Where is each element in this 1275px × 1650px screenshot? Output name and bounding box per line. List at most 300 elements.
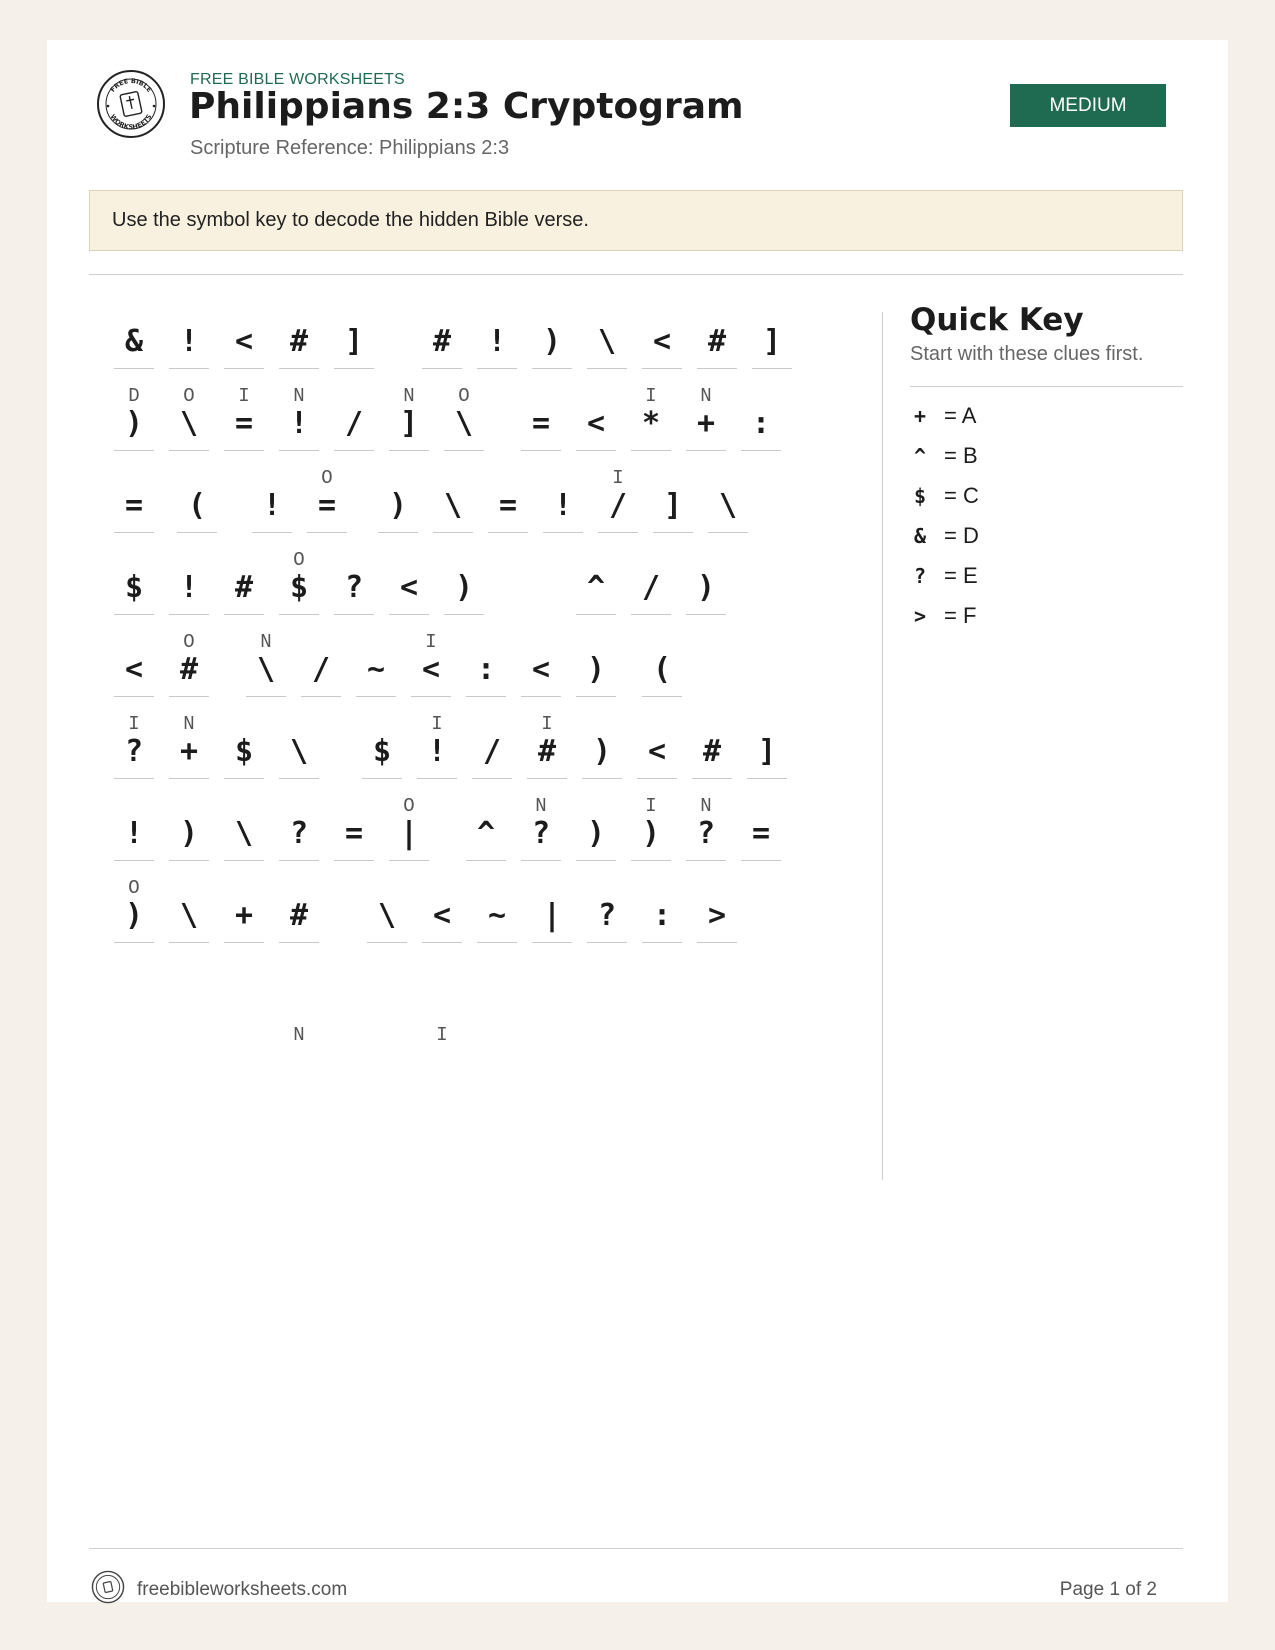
cipher-cell[interactable]: [686, 384, 726, 470]
cipher-cell[interactable]: [114, 466, 154, 552]
header-divider: [89, 274, 1183, 275]
cipher-cell[interactable]: [631, 548, 671, 634]
cipher-cell[interactable]: [334, 384, 374, 470]
cipher-cell[interactable]: [642, 302, 682, 388]
revealed-letter: [477, 303, 517, 325]
cipher-cell[interactable]: [686, 794, 726, 880]
revealed-letter: O: [321, 467, 333, 489]
cipher-cell[interactable]: [169, 630, 209, 716]
answer-line: [477, 942, 517, 943]
answer-line: [114, 696, 154, 697]
cipher-cell[interactable]: [642, 630, 682, 716]
cipher-symbol: !: [289, 406, 309, 441]
cipher-symbol: \: [234, 816, 254, 851]
cipher-symbol: !: [179, 324, 199, 359]
answer-line: [521, 696, 561, 697]
quick-key-symbol: >: [913, 604, 927, 628]
cipher-cell[interactable]: [692, 712, 732, 798]
quick-key-item: [910, 520, 1180, 560]
cipher-cell[interactable]: [389, 794, 429, 880]
cipher-cell[interactable]: [334, 548, 374, 634]
cipher-cell[interactable]: [356, 630, 396, 716]
cipher-symbol: #: [537, 734, 557, 769]
answer-line: [576, 614, 616, 615]
answer-line: [532, 368, 572, 369]
revealed-letter: [114, 795, 154, 817]
cipher-symbol: ?: [344, 570, 364, 605]
answer-line: [477, 368, 517, 369]
revealed-letter: [279, 303, 319, 325]
cipher-symbol: !: [262, 488, 282, 523]
cipher-cell[interactable]: [477, 302, 517, 388]
revealed-letter: [697, 303, 737, 325]
answer-line: [169, 778, 209, 779]
cipher-cell[interactable]: [224, 712, 264, 798]
revealed-letter: [177, 467, 217, 489]
cipher-cell[interactable]: [169, 794, 209, 880]
answer-line: [356, 696, 396, 697]
revealed-letter: N: [293, 1024, 305, 1046]
cipher-cell[interactable]: [576, 794, 616, 880]
cipher-symbol: #: [289, 324, 309, 359]
puzzle-row: [114, 794, 874, 880]
cipher-symbol: \: [256, 652, 276, 687]
answer-line: [389, 450, 429, 451]
cipher-symbol: /: [641, 570, 661, 605]
puzzle-row: [114, 712, 874, 798]
cipher-cell[interactable]: [521, 384, 561, 470]
cipher-cell[interactable]: [279, 794, 319, 880]
cipher-symbol: ?: [597, 898, 617, 933]
cipher-symbol: ): [592, 734, 612, 769]
cipher-symbol: <: [234, 324, 254, 359]
cipher-cell[interactable]: [114, 384, 154, 470]
cipher-symbol: ): [586, 816, 606, 851]
cipher-cell[interactable]: [697, 876, 737, 962]
revealed-letter: [708, 467, 748, 489]
quick-key-divider: [910, 386, 1183, 387]
quick-key-symbol: ^: [913, 444, 927, 468]
answer-line: [279, 942, 319, 943]
cipher-symbol: ~: [366, 652, 386, 687]
cipher-symbol: ~: [487, 898, 507, 933]
revealed-letter: [587, 303, 627, 325]
answer-line: [169, 942, 209, 943]
cipher-symbol: \: [597, 324, 617, 359]
cipher-symbol: ^: [586, 570, 606, 605]
cipher-cell[interactable]: [532, 302, 572, 388]
revealed-letter: [466, 795, 506, 817]
revealed-letter: I: [612, 467, 624, 489]
cipher-symbol: <: [652, 324, 672, 359]
cipher-cell[interactable]: [367, 876, 407, 962]
cipher-symbol: ): [179, 816, 199, 851]
cipher-cell[interactable]: [114, 794, 154, 880]
revealed-letter: [642, 631, 682, 653]
cipher-symbol: +: [234, 898, 254, 933]
cipher-cell[interactable]: [752, 302, 792, 388]
cipher-cell[interactable]: [472, 712, 512, 798]
cipher-cell[interactable]: [422, 876, 462, 962]
cipher-symbol: ): [641, 816, 661, 851]
cipher-symbol: +: [696, 406, 716, 441]
cipher-symbol: $: [289, 570, 309, 605]
cipher-symbol: #: [707, 324, 727, 359]
cipher-cell[interactable]: [422, 302, 462, 388]
revealed-letter: [422, 877, 462, 899]
cipher-cell[interactable]: [444, 384, 484, 470]
cipher-symbol: =: [344, 816, 364, 851]
cipher-cell[interactable]: [224, 548, 264, 634]
cipher-symbol: ): [542, 324, 562, 359]
cipher-symbol: (: [652, 652, 672, 687]
cipher-symbol: =: [234, 406, 254, 441]
cipher-cell[interactable]: [169, 712, 209, 798]
answer-line: [389, 860, 429, 861]
revealed-letter: [741, 795, 781, 817]
cipher-symbol: /: [344, 406, 364, 441]
revealed-letter: [279, 713, 319, 735]
revealed-letter: [444, 549, 484, 571]
cipher-cell[interactable]: [686, 548, 726, 634]
cipher-cell[interactable]: [488, 466, 528, 552]
answer-line: [252, 532, 292, 533]
cipher-symbol: ]: [399, 406, 419, 441]
cipher-cell[interactable]: [279, 712, 319, 798]
revealed-letter: D: [128, 385, 140, 407]
quick-key-title: Quick Key: [910, 302, 1084, 338]
cipher-cell[interactable]: [631, 384, 671, 470]
cipher-symbol: !: [179, 570, 199, 605]
cipher-symbol: <: [421, 652, 441, 687]
cipher-cell[interactable]: [334, 794, 374, 880]
cipher-symbol: /: [311, 652, 331, 687]
answer-line: [543, 532, 583, 533]
cipher-cell[interactable]: [532, 876, 572, 962]
quick-key-value: = A: [944, 403, 977, 428]
quick-key-value: = E: [944, 563, 978, 588]
revealed-letter: N: [183, 713, 195, 735]
cipher-symbol: ): [586, 652, 606, 687]
cipher-symbol: ^: [476, 816, 496, 851]
cipher-symbol: +: [179, 734, 199, 769]
cipher-cell[interactable]: [527, 712, 567, 798]
answer-line: [417, 778, 457, 779]
quick-key-item: [910, 480, 1180, 520]
cipher-symbol: *: [641, 406, 661, 441]
cipher-cell[interactable]: [389, 548, 429, 634]
cipher-cell[interactable]: [279, 876, 319, 962]
answer-line: [527, 778, 567, 779]
cipher-cell[interactable]: [587, 876, 627, 962]
revealed-letter: [224, 713, 264, 735]
cipher-symbol: /: [482, 734, 502, 769]
answer-line: [224, 368, 264, 369]
cipher-cell[interactable]: [246, 630, 286, 716]
cipher-symbol: :: [652, 898, 672, 933]
cipher-cell[interactable]: [169, 384, 209, 470]
logo-text-bottom: WORKSHEETS: [108, 112, 154, 132]
cryptogram-puzzle: [114, 302, 874, 1062]
cipher-symbol: ?: [531, 816, 551, 851]
answer-line: [367, 942, 407, 943]
answer-line: [422, 942, 462, 943]
cipher-symbol: ?: [289, 816, 309, 851]
revealed-letter: [378, 467, 418, 489]
cipher-cell[interactable]: [466, 630, 506, 716]
cipher-cell[interactable]: [114, 302, 154, 388]
answer-line: [279, 860, 319, 861]
cipher-symbol: !: [487, 324, 507, 359]
trailing-letters: [114, 1024, 874, 1048]
cipher-cell[interactable]: [741, 794, 781, 880]
revealed-letter: [631, 549, 671, 571]
worksheet-logo-icon: [96, 69, 166, 139]
cipher-symbol: <: [531, 652, 551, 687]
quick-key-value: = B: [944, 443, 978, 468]
revealed-letter: [362, 713, 402, 735]
revealed-letter: [252, 467, 292, 489]
cipher-symbol: ): [388, 488, 408, 523]
revealed-letter: [224, 795, 264, 817]
cipher-cell[interactable]: [169, 302, 209, 388]
revealed-letter: [114, 631, 154, 653]
revealed-letter: [692, 713, 732, 735]
answer-line: [488, 532, 528, 533]
cipher-cell[interactable]: [114, 876, 154, 962]
quick-key-subtitle: Start with these clues first.: [910, 343, 1144, 365]
cipher-symbol: !: [427, 734, 447, 769]
cipher-cell[interactable]: [334, 302, 374, 388]
cipher-cell[interactable]: [598, 466, 638, 552]
answer-line: [532, 942, 572, 943]
revealed-letter: [752, 303, 792, 325]
quick-key-value: = D: [944, 523, 979, 548]
cipher-cell[interactable]: [477, 876, 517, 962]
answer-line: [697, 368, 737, 369]
revealed-letter: [114, 303, 154, 325]
answer-line: [466, 696, 506, 697]
cipher-symbol: \: [179, 898, 199, 933]
revealed-letter: [472, 713, 512, 735]
revealed-letter: [224, 877, 264, 899]
revealed-letter: [697, 877, 737, 899]
cipher-cell[interactable]: [279, 548, 319, 634]
answer-line: [752, 368, 792, 369]
revealed-letter: O: [403, 795, 415, 817]
revealed-letter: [488, 467, 528, 489]
cipher-cell[interactable]: [169, 876, 209, 962]
answer-line: [686, 860, 726, 861]
cipher-symbol: \: [179, 406, 199, 441]
revealed-letter: [356, 631, 396, 653]
cipher-symbol: ?: [696, 816, 716, 851]
cipher-cell[interactable]: [521, 794, 561, 880]
cipher-cell[interactable]: [279, 384, 319, 470]
cipher-symbol: $: [372, 734, 392, 769]
cipher-cell[interactable]: [224, 876, 264, 962]
answer-line: [114, 614, 154, 615]
answer-line: [576, 450, 616, 451]
revealed-letter: [466, 631, 506, 653]
cipher-symbol: !: [553, 488, 573, 523]
cipher-symbol: #: [179, 652, 199, 687]
column-divider: [882, 312, 883, 1180]
cipher-cell[interactable]: [177, 466, 217, 552]
cipher-symbol: ]: [757, 734, 777, 769]
cipher-cell[interactable]: [252, 466, 292, 552]
revealed-letter: N: [403, 385, 415, 407]
revealed-letter: [334, 303, 374, 325]
answer-line: [631, 860, 671, 861]
answer-line: [582, 778, 622, 779]
revealed-letter: [169, 877, 209, 899]
cipher-cell[interactable]: [576, 548, 616, 634]
cipher-cell[interactable]: [169, 548, 209, 634]
cipher-symbol: &: [124, 324, 144, 359]
cipher-cell[interactable]: [114, 712, 154, 798]
answer-line: [422, 368, 462, 369]
answer-line: [169, 696, 209, 697]
cipher-cell[interactable]: [637, 712, 677, 798]
quick-key-value: = F: [944, 603, 977, 628]
cipher-cell[interactable]: [417, 712, 457, 798]
cipher-symbol: |: [399, 816, 419, 851]
puzzle-row: [114, 302, 874, 388]
answer-line: [114, 532, 154, 533]
cipher-cell[interactable]: [433, 466, 473, 552]
cipher-symbol: ): [124, 406, 144, 441]
page-title: Philippians 2:3 Cryptogram: [189, 86, 744, 127]
revealed-letter: I: [431, 713, 443, 735]
answer-line: [637, 778, 677, 779]
puzzle-row: [114, 548, 874, 634]
cipher-symbol: \: [289, 734, 309, 769]
answer-line: [411, 696, 451, 697]
answer-line: [169, 860, 209, 861]
cipher-symbol: <: [586, 406, 606, 441]
cipher-cell[interactable]: [631, 794, 671, 880]
puzzle-row: [114, 384, 874, 470]
cipher-cell[interactable]: [378, 466, 418, 552]
quick-key-symbol: $: [913, 484, 927, 508]
revealed-letter: [532, 303, 572, 325]
cipher-cell[interactable]: [741, 384, 781, 470]
quick-key-item: [910, 440, 1180, 480]
cipher-symbol: ): [454, 570, 474, 605]
cipher-cell[interactable]: [543, 466, 583, 552]
revealed-letter: [521, 631, 561, 653]
quick-key-list: [910, 400, 1180, 640]
revealed-letter: [169, 303, 209, 325]
cipher-cell[interactable]: [466, 794, 506, 880]
cipher-cell[interactable]: [582, 712, 622, 798]
footer-logo-icon: [91, 1570, 125, 1604]
cipher-cell[interactable]: [114, 548, 154, 634]
answer-line: [741, 860, 781, 861]
cipher-cell[interactable]: [301, 630, 341, 716]
cipher-cell[interactable]: [279, 302, 319, 388]
cipher-symbol: (: [187, 488, 207, 523]
cipher-cell[interactable]: [576, 630, 616, 716]
revealed-letter: I: [425, 631, 437, 653]
brand-name: FREE BIBLE WORKSHEETS: [190, 71, 405, 88]
revealed-letter: [224, 549, 264, 571]
revealed-letter: [169, 795, 209, 817]
answer-line: [169, 614, 209, 615]
revealed-letter: [477, 877, 517, 899]
cipher-symbol: =: [531, 406, 551, 441]
cipher-cell[interactable]: [444, 548, 484, 634]
revealed-letter: O: [128, 877, 140, 899]
cipher-cell[interactable]: [224, 794, 264, 880]
cipher-cell[interactable]: [114, 630, 154, 716]
answer-line: [224, 942, 264, 943]
answer-line: [334, 368, 374, 369]
revealed-letter: O: [293, 549, 305, 571]
logo-text-top: FREE BIBLE: [108, 76, 154, 94]
cipher-cell[interactable]: [642, 876, 682, 962]
revealed-letter: [576, 549, 616, 571]
cipher-symbol: =: [751, 816, 771, 851]
answer-line: [433, 532, 473, 533]
revealed-letter: O: [183, 385, 195, 407]
cipher-symbol: <: [432, 898, 452, 933]
revealed-letter: [741, 385, 781, 407]
revealed-letter: [334, 549, 374, 571]
cipher-cell[interactable]: [224, 384, 264, 470]
cipher-cell[interactable]: [307, 466, 347, 552]
cipher-symbol: ]: [344, 324, 364, 359]
answer-line: [472, 778, 512, 779]
cipher-cell[interactable]: [587, 302, 627, 388]
answer-line: [521, 450, 561, 451]
answer-line: [631, 614, 671, 615]
cipher-cell[interactable]: [362, 712, 402, 798]
footer-website: freebibleworksheets.com: [137, 1579, 348, 1600]
cipher-cell[interactable]: [389, 384, 429, 470]
cipher-cell[interactable]: [653, 466, 693, 552]
cipher-symbol: #: [432, 324, 452, 359]
quick-key-symbol: &: [913, 524, 927, 548]
answer-line: [697, 942, 737, 943]
cipher-cell[interactable]: [708, 466, 748, 552]
cipher-symbol: ?: [124, 734, 144, 769]
cipher-symbol: <: [124, 652, 144, 687]
revealed-letter: [301, 631, 341, 653]
revealed-letter: I: [128, 713, 140, 735]
cipher-symbol: \: [454, 406, 474, 441]
quick-key-value: = C: [944, 483, 979, 508]
cipher-cell[interactable]: [747, 712, 787, 798]
cipher-symbol: ): [696, 570, 716, 605]
puzzle-row: [114, 876, 874, 962]
cipher-symbol: $: [124, 570, 144, 605]
cipher-cell[interactable]: [224, 302, 264, 388]
cipher-cell[interactable]: [697, 302, 737, 388]
revealed-letter: [114, 467, 154, 489]
answer-line: [466, 860, 506, 861]
cipher-symbol: ]: [762, 324, 782, 359]
scripture-reference: Scripture Reference: Philippians 2:3: [190, 137, 510, 159]
answer-line: [642, 942, 682, 943]
answer-line: [169, 450, 209, 451]
cipher-cell[interactable]: [411, 630, 451, 716]
revealed-letter: [532, 877, 572, 899]
cipher-cell[interactable]: [576, 384, 616, 470]
cipher-cell[interactable]: [521, 630, 561, 716]
answer-line: [587, 368, 627, 369]
